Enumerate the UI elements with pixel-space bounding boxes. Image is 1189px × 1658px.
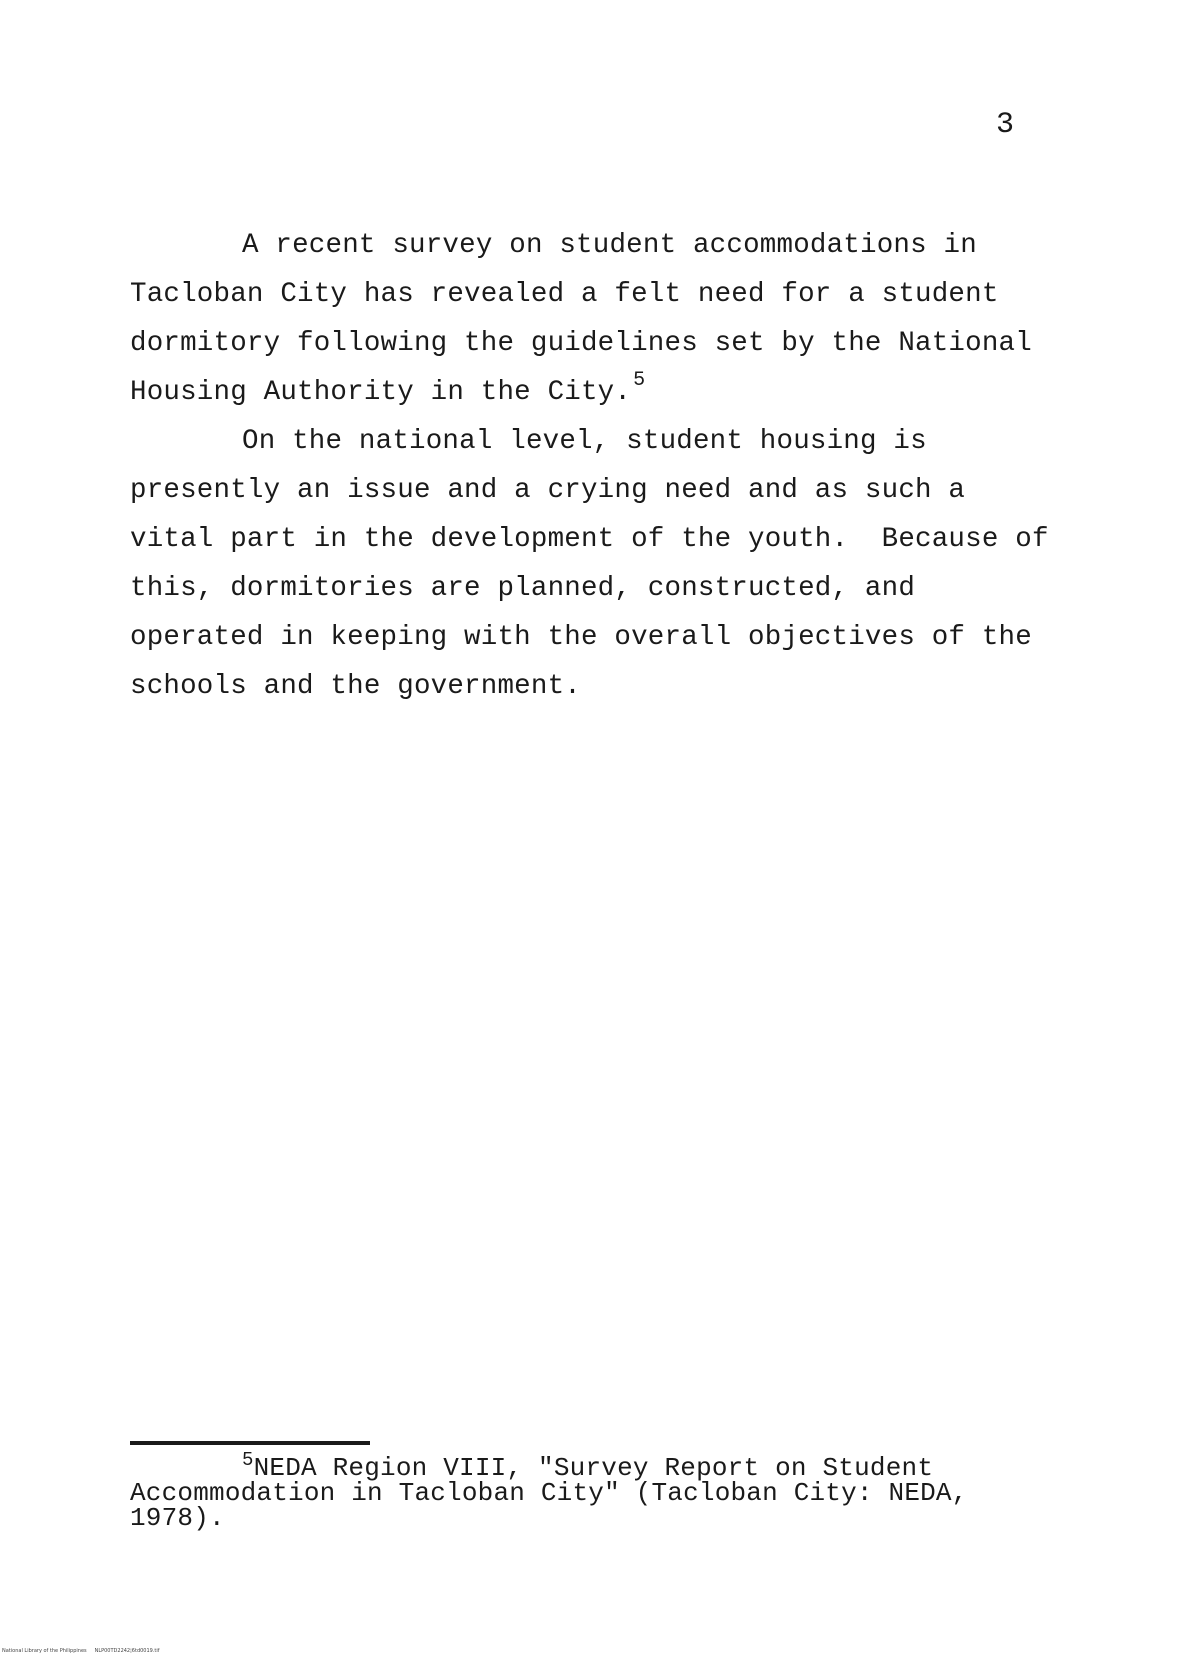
- footnote-line-content: NEDA Region VIII, "Survey Report on Student: [253, 1453, 934, 1483]
- footnote-reference: 5: [633, 369, 646, 392]
- text-line: schools and the government.: [130, 671, 581, 702]
- text-line: this, dormitories are planned, constructed, and: [130, 573, 916, 604]
- text-line-content: Housing Authority in the City.: [130, 377, 632, 408]
- text-line: vital part in the development of the youth. Because of: [130, 524, 1049, 555]
- text-line: presently an issue and a crying need and as such a: [130, 475, 966, 506]
- text-line: On the national level, student housing is: [242, 426, 927, 457]
- text-line: A recent survey on student accommodations in: [242, 230, 977, 261]
- text-line: [130, 369, 646, 408]
- footnote-line: Accommodation in Tacloban City" (Tacloban City: NEDA,: [130, 1478, 968, 1508]
- footnote-marker: 5: [242, 1449, 254, 1471]
- page-number: 3: [996, 108, 1015, 142]
- footnote-separator-rule: [130, 1441, 370, 1445]
- scan-caption: National Library of the Philippines NLP00TD2242¦6td0019.tif: [2, 1648, 160, 1654]
- text-line: operated in keeping with the overall objectives of the: [130, 622, 1032, 653]
- footnote-line: 1978).: [130, 1503, 225, 1533]
- text-line: dormitory following the guidelines set by the National: [130, 328, 1032, 359]
- text-line: Tacloban City has revealed a felt need for a student: [130, 279, 999, 310]
